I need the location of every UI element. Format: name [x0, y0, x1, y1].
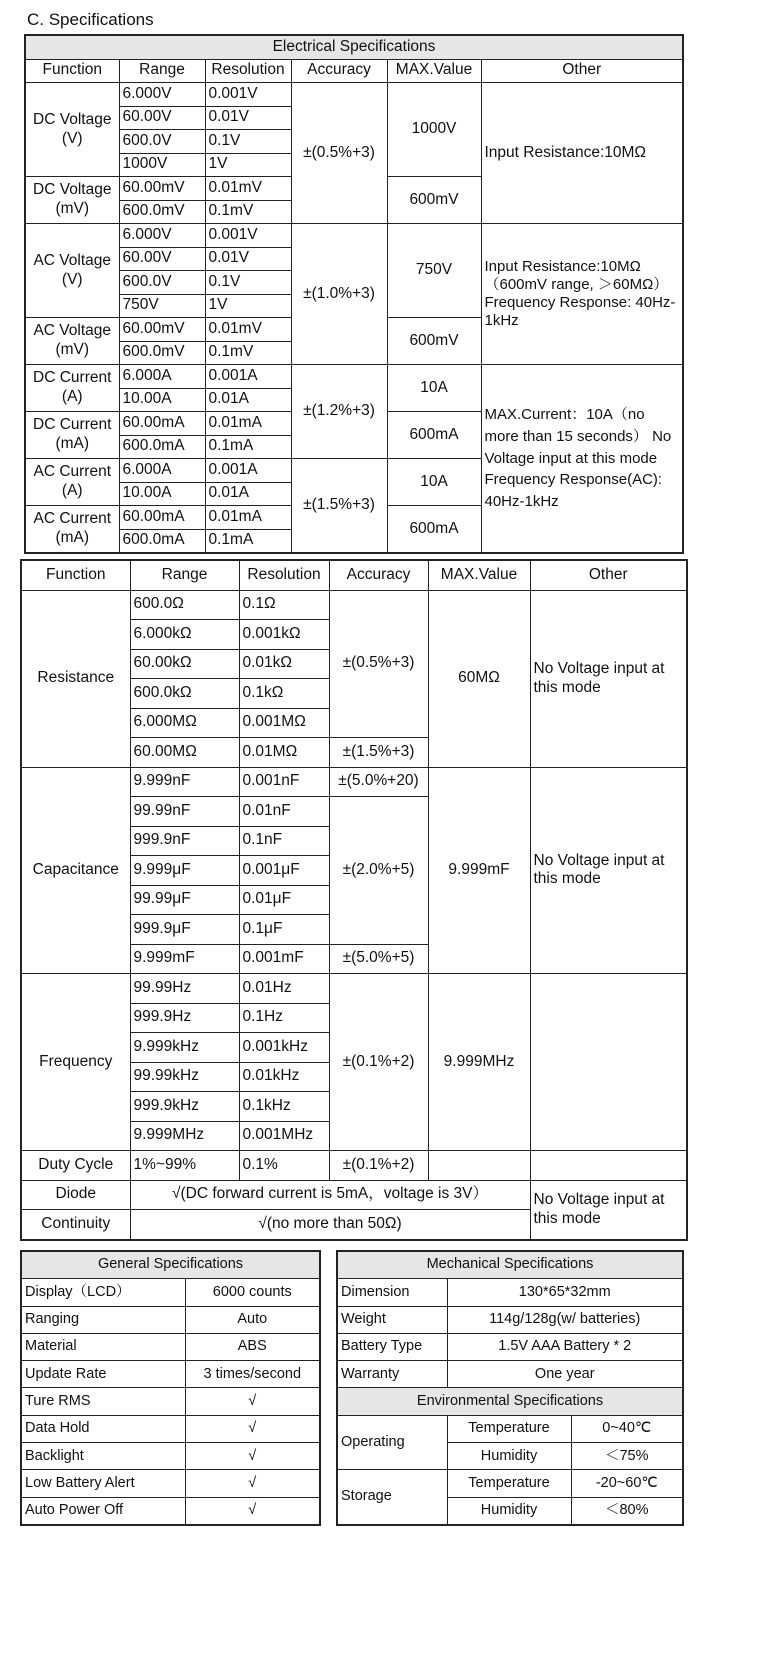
max-ac-voltage: 750V — [387, 224, 481, 318]
general-value: √ — [185, 1415, 320, 1442]
resolution-cell: 0.01Hz — [239, 974, 329, 1004]
resolution-cell: 0.1% — [239, 1151, 329, 1181]
general-label: Auto Power Off — [21, 1497, 185, 1525]
general-value: 3 times/second — [185, 1361, 320, 1388]
resolution-cell: 0.1Hz — [239, 1003, 329, 1033]
mechanical-value: 114g/128g(w/ batteries) — [447, 1306, 683, 1333]
header-range: Range — [119, 59, 205, 83]
range-cell: 6.000MΩ — [130, 708, 239, 738]
function-ac-current: AC Current (A) — [25, 459, 119, 506]
max-dc-milliamp: 600mA — [387, 412, 481, 459]
general-value: √ — [185, 1497, 320, 1525]
accuracy-ac-current: ±(1.5%+3) — [291, 459, 387, 554]
range-cell: 9.999μF — [130, 856, 239, 886]
range-cell: 6.000A — [119, 365, 205, 389]
resolution-cell: 0.01mA — [205, 506, 291, 530]
accuracy-duty-cycle: ±(0.1%+2) — [329, 1151, 428, 1181]
env-st-hum: ＜80% — [571, 1497, 683, 1525]
function-ac-millivolt: AC Voltage (mV) — [25, 318, 119, 365]
range-cell: 99.99Hz — [130, 974, 239, 1004]
header-max-value: MAX.Value — [428, 560, 530, 590]
env-hum-label: Humidity — [447, 1497, 571, 1525]
range-cell: 6.000A — [119, 459, 205, 483]
resolution-cell: 0.01V — [205, 247, 291, 271]
header-other: Other — [530, 560, 687, 590]
env-st-temp: -20~60℃ — [571, 1470, 683, 1497]
max-dc-current: 10A — [387, 365, 481, 412]
range-cell: 6.000kΩ — [130, 620, 239, 650]
function-capacitance: Capacitance — [21, 767, 130, 974]
range-cell: 60.00kΩ — [130, 649, 239, 679]
resolution-cell: 0.01nF — [239, 797, 329, 827]
general-spec-table — [20, 1250, 321, 1526]
mechanical-environmental-table — [336, 1250, 684, 1526]
general-value: √ — [185, 1470, 320, 1497]
max-resistance: 60MΩ — [428, 590, 530, 767]
general-label: Material — [21, 1333, 185, 1360]
accuracy-frequency: ±(0.1%+2) — [329, 974, 428, 1151]
resolution-cell: 0.001A — [205, 365, 291, 389]
range-cell: 10.00A — [119, 388, 205, 412]
range-cell: 99.99nF — [130, 797, 239, 827]
diode-spec: √(DC forward current is 5mA，voltage is 3V） — [130, 1180, 530, 1210]
header-accuracy: Accuracy — [329, 560, 428, 590]
range-cell: 6.000V — [119, 224, 205, 248]
header-resolution: Resolution — [239, 560, 329, 590]
general-title: General Specifications — [21, 1251, 320, 1279]
other-duty-cycle — [530, 1151, 687, 1181]
max-dc-voltage: 1000V — [387, 83, 481, 177]
mechanical-label: Battery Type — [337, 1333, 447, 1360]
electrical-title: Electrical Specifications — [25, 35, 683, 59]
header-accuracy: Accuracy — [291, 59, 387, 83]
range-cell: 6.000V — [119, 83, 205, 107]
function-frequency: Frequency — [21, 974, 130, 1151]
resolution-cell: 0.1nF — [239, 826, 329, 856]
function-continuity: Continuity — [21, 1210, 130, 1240]
resolution-cell: 0.01mV — [205, 177, 291, 201]
max-dc-millivolt: 600mV — [387, 177, 481, 224]
general-value: ABS — [185, 1333, 320, 1360]
max-ac-milliamp: 600mA — [387, 506, 481, 554]
range-cell: 600.0kΩ — [130, 679, 239, 709]
resolution-cell: 0.001mF — [239, 944, 329, 974]
max-capacitance: 9.999mF — [428, 767, 530, 974]
mechanical-value: 130*65*32mm — [447, 1279, 683, 1306]
header-other: Other — [481, 59, 683, 83]
section-title: C. Specifications — [27, 10, 154, 29]
function-dc-current: DC Current (A) — [25, 365, 119, 412]
env-temp-label: Temperature — [447, 1415, 571, 1442]
resolution-cell: 0.01μF — [239, 885, 329, 915]
range-cell: 60.00mV — [119, 177, 205, 201]
range-cell: 60.00mA — [119, 506, 205, 530]
general-label: Low Battery Alert — [21, 1470, 185, 1497]
range-cell: 600.0mA — [119, 529, 205, 553]
accuracy-ac-voltage: ±(1.0%+3) — [291, 224, 387, 365]
range-cell: 750V — [119, 294, 205, 318]
header-function: Function — [25, 59, 119, 83]
env-temp-label: Temperature — [447, 1470, 571, 1497]
resolution-cell: 0.1kΩ — [239, 679, 329, 709]
accuracy-capacitance-high: ±(5.0%+5) — [329, 944, 428, 974]
resolution-cell: 0.001kHz — [239, 1033, 329, 1063]
range-cell: 60.00V — [119, 106, 205, 130]
env-op-temp: 0~40℃ — [571, 1415, 683, 1442]
general-label: Data Hold — [21, 1415, 185, 1442]
range-cell: 99.99kHz — [130, 1062, 239, 1092]
mechanical-value: One year — [447, 1361, 683, 1388]
accuracy-resistance: ±(0.5%+3) — [329, 590, 428, 738]
range-cell: 60.00MΩ — [130, 738, 239, 768]
other-resistance: No Voltage input at this mode — [530, 590, 687, 767]
function-duty-cycle: Duty Cycle — [21, 1151, 130, 1181]
resolution-cell: 0.1Ω — [239, 590, 329, 620]
env-hum-label: Humidity — [447, 1443, 571, 1470]
accuracy-capacitance: ±(2.0%+5) — [329, 797, 428, 945]
function-dc-milliamp: DC Current (mA) — [25, 412, 119, 459]
other-ac-voltage: Input Resistance:10MΩ （600mV range, ＞60MΩ） Frequency Response: 40Hz-1kHz — [481, 224, 683, 365]
general-value: √ — [185, 1443, 320, 1470]
resolution-cell: 0.01kΩ — [239, 649, 329, 679]
range-cell: 999.9nF — [130, 826, 239, 856]
general-label: Update Rate — [21, 1361, 185, 1388]
function-spec-table — [20, 559, 688, 1241]
general-label: Display（LCD） — [21, 1279, 185, 1306]
resolution-cell: 0.01MΩ — [239, 738, 329, 768]
resolution-cell: 0.001A — [205, 459, 291, 483]
other-current: MAX.Current：10A（no more than 15 seconds） No Voltage input at this mode Frequency Response(AC): 40Hz-1kHz — [481, 365, 683, 554]
resolution-cell: 0.1kHz — [239, 1092, 329, 1122]
other-diode-continuity: No Voltage input at this mode — [530, 1180, 687, 1240]
resolution-cell: 0.01A — [205, 482, 291, 506]
range-cell: 60.00mV — [119, 318, 205, 342]
continuity-spec: √(no more than 50Ω) — [130, 1210, 530, 1240]
mechanical-title: Mechanical Specifications — [337, 1251, 683, 1279]
function-ac-voltage: AC Voltage (V) — [25, 224, 119, 318]
max-duty-cycle — [428, 1151, 530, 1181]
general-label: Ranging — [21, 1306, 185, 1333]
function-ac-milliamp: AC Current (mA) — [25, 506, 119, 554]
mechanical-label: Dimension — [337, 1279, 447, 1306]
range-cell: 9.999mF — [130, 944, 239, 974]
environmental-title: Environmental Specifications — [337, 1388, 683, 1415]
range-cell: 10.00A — [119, 482, 205, 506]
general-label: Ture RMS — [21, 1388, 185, 1415]
range-cell: 9.999nF — [130, 767, 239, 797]
general-value: √ — [185, 1388, 320, 1415]
env-operating: Operating — [337, 1415, 447, 1470]
general-value: Auto — [185, 1306, 320, 1333]
other-frequency — [530, 974, 687, 1151]
general-label: Backlight — [21, 1443, 185, 1470]
accuracy-dc-current: ±(1.2%+3) — [291, 365, 387, 459]
resolution-cell: 0.1mV — [205, 341, 291, 365]
range-cell: 999.9kHz — [130, 1092, 239, 1122]
env-op-hum: ＜75% — [571, 1443, 683, 1470]
resolution-cell: 0.1V — [205, 130, 291, 154]
resolution-cell: 0.01A — [205, 388, 291, 412]
resolution-cell: 0.001V — [205, 224, 291, 248]
range-cell: 1000V — [119, 153, 205, 177]
resolution-cell: 0.001MHz — [239, 1121, 329, 1151]
header-max-value: MAX.Value — [387, 59, 481, 83]
resolution-cell: 0.1mV — [205, 200, 291, 224]
range-cell: 9.999kHz — [130, 1033, 239, 1063]
resolution-cell: 0.001kΩ — [239, 620, 329, 650]
resolution-cell: 0.1mA — [205, 435, 291, 459]
resolution-cell: 0.001nF — [239, 767, 329, 797]
resolution-cell: 0.01mV — [205, 318, 291, 342]
resolution-cell: 0.1mA — [205, 529, 291, 553]
resolution-cell: 1V — [205, 153, 291, 177]
max-ac-millivolt: 600mV — [387, 318, 481, 365]
other-capacitance: No Voltage input at this mode — [530, 767, 687, 974]
mechanical-label: Warranty — [337, 1361, 447, 1388]
range-cell: 60.00V — [119, 247, 205, 271]
function-resistance: Resistance — [21, 590, 130, 767]
accuracy-dc-voltage: ±(0.5%+3) — [291, 83, 387, 224]
accuracy-resistance-high: ±(1.5%+3) — [329, 738, 428, 768]
resolution-cell: 0.01mA — [205, 412, 291, 436]
header-function: Function — [21, 560, 130, 590]
resolution-cell: 0.1V — [205, 271, 291, 295]
range-cell: 1%~99% — [130, 1151, 239, 1181]
env-storage: Storage — [337, 1470, 447, 1525]
range-cell: 600.0V — [119, 271, 205, 295]
resolution-cell: 0.001μF — [239, 856, 329, 886]
header-resolution: Resolution — [205, 59, 291, 83]
resolution-cell: 0.001V — [205, 83, 291, 107]
accuracy-capacitance-low: ±(5.0%+20) — [329, 767, 428, 797]
range-cell: 600.0Ω — [130, 590, 239, 620]
range-cell: 9.999MHz — [130, 1121, 239, 1151]
range-cell: 600.0mV — [119, 200, 205, 224]
resolution-cell: 0.001MΩ — [239, 708, 329, 738]
function-dc-voltage: DC Voltage (V) — [25, 83, 119, 177]
mechanical-label: Weight — [337, 1306, 447, 1333]
range-cell: 99.99μF — [130, 885, 239, 915]
range-cell: 999.9μF — [130, 915, 239, 945]
mechanical-value: 1.5V AAA Battery * 2 — [447, 1333, 683, 1360]
general-value: 6000 counts — [185, 1279, 320, 1306]
resolution-cell: 0.01kHz — [239, 1062, 329, 1092]
header-range: Range — [130, 560, 239, 590]
resolution-cell: 0.1μF — [239, 915, 329, 945]
max-frequency: 9.999MHz — [428, 974, 530, 1151]
resolution-cell: 1V — [205, 294, 291, 318]
other-dc-voltage: Input Resistance:10MΩ — [481, 83, 683, 224]
function-dc-millivolt: DC Voltage (mV) — [25, 177, 119, 224]
electrical-spec-table — [24, 34, 684, 554]
max-ac-current: 10A — [387, 459, 481, 506]
range-cell: 600.0mV — [119, 341, 205, 365]
function-diode: Diode — [21, 1180, 130, 1210]
range-cell: 600.0mA — [119, 435, 205, 459]
range-cell: 600.0V — [119, 130, 205, 154]
resolution-cell: 0.01V — [205, 106, 291, 130]
range-cell: 60.00mA — [119, 412, 205, 436]
range-cell: 999.9Hz — [130, 1003, 239, 1033]
